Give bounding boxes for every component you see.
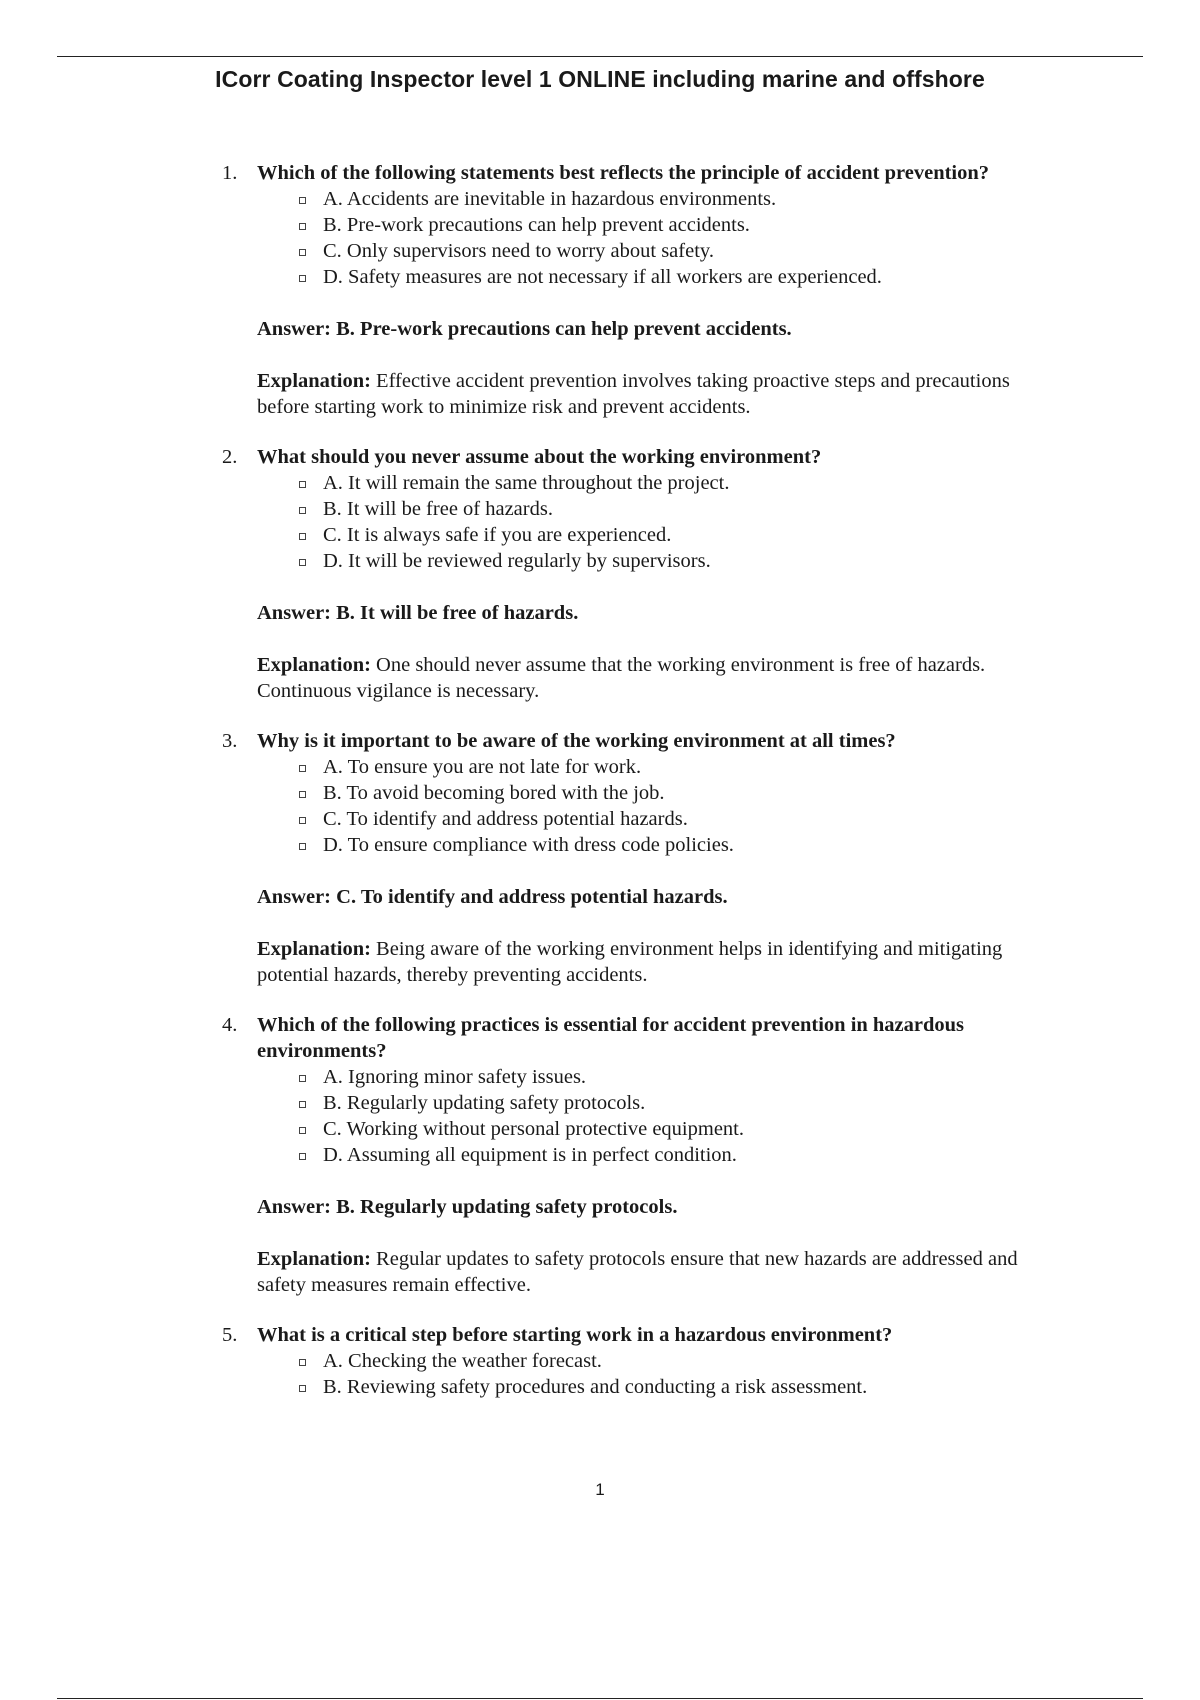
explanation-text [257, 1246, 1052, 1298]
options-list [222, 1064, 1052, 1168]
option-item [289, 1064, 1052, 1090]
option-text: C. Working without personal protective equipment. [323, 1118, 744, 1140]
square-bullet-icon [299, 765, 306, 772]
options-list [222, 1348, 1052, 1400]
option-item [289, 780, 1052, 806]
answer-text: Answer: C. To identify and address potential hazards. [257, 886, 728, 908]
question-number: 2. [222, 446, 238, 468]
option-item [289, 806, 1052, 832]
square-bullet-icon [299, 197, 306, 204]
square-bullet-icon [299, 249, 306, 256]
explanation-body: Being aware of the working environment helps in identifying and mitigating potential hazards, thereby preventing accidents. [257, 938, 1003, 986]
answer-text: Answer: B. Pre-work precautions can help prevent accidents. [257, 318, 792, 340]
square-bullet-icon [299, 481, 306, 488]
option-text: D. Safety measures are not necessary if all workers are experienced. [323, 266, 882, 288]
option-item [289, 264, 1052, 290]
answer-text: Answer: B. Regularly updating safety protocols. [257, 1196, 678, 1218]
question-item [222, 1012, 1052, 1298]
question-text [222, 1322, 1052, 1348]
option-item [289, 1374, 1052, 1400]
option-item [289, 754, 1052, 780]
top-rule [57, 56, 1143, 57]
option-item [289, 496, 1052, 522]
option-item [289, 186, 1052, 212]
option-item [289, 522, 1052, 548]
question-text [222, 1012, 1052, 1064]
option-text: D. To ensure compliance with dress code policies. [323, 834, 734, 856]
option-item [289, 1348, 1052, 1374]
square-bullet-icon [299, 559, 306, 566]
option-item [289, 1116, 1052, 1142]
answer-text: Answer: B. It will be free of hazards. [257, 602, 579, 624]
square-bullet-icon [299, 275, 306, 282]
question-number: 3. [222, 730, 238, 752]
square-bullet-icon [299, 1075, 306, 1082]
options-list [222, 470, 1052, 574]
explanation-label: Explanation: [257, 370, 371, 392]
question-number: 5. [222, 1324, 238, 1346]
option-text: C. It is always safe if you are experienced. [323, 524, 672, 546]
option-text: B. Regularly updating safety protocols. [323, 1092, 646, 1114]
option-text: A. Checking the weather forecast. [323, 1350, 602, 1372]
option-text: D. Assuming all equipment is in perfect condition. [323, 1144, 737, 1166]
square-bullet-icon [299, 507, 306, 514]
square-bullet-icon [299, 223, 306, 230]
options-list [222, 754, 1052, 858]
option-item [289, 832, 1052, 858]
explanation-body: Effective accident prevention involves taking proactive steps and precautions before starting work to minimize risk and prevent accidents. [257, 370, 1010, 418]
option-item [289, 470, 1052, 496]
options-list [222, 186, 1052, 290]
question-label: Why is it important to be aware of the working environment at all times? [257, 730, 896, 752]
square-bullet-icon [299, 1127, 306, 1134]
square-bullet-icon [299, 1153, 306, 1160]
option-text: A. Ignoring minor safety issues. [323, 1066, 587, 1088]
question-item [222, 1322, 1052, 1400]
square-bullet-icon [299, 817, 306, 824]
explanation-label: Explanation: [257, 1248, 371, 1270]
option-text: C. To identify and address potential hazards. [323, 808, 688, 830]
option-text: B. It will be free of hazards. [323, 498, 553, 520]
explanation-body: One should never assume that the working environment is free of hazards. Continuous vigilance is necessary. [257, 654, 986, 702]
question-label: What should you never assume about the working environment? [257, 446, 822, 468]
option-text: B. To avoid becoming bored with the job. [323, 782, 665, 804]
bottom-rule [57, 1698, 1143, 1699]
option-item [289, 1142, 1052, 1168]
explanation-label: Explanation: [257, 938, 371, 960]
explanation-text [257, 936, 1052, 988]
explanation-text [257, 368, 1052, 420]
square-bullet-icon [299, 1385, 306, 1392]
option-text: C. Only supervisors need to worry about safety. [323, 240, 714, 262]
explanation-label: Explanation: [257, 654, 371, 676]
question-text [222, 728, 1052, 754]
explanation-body: Regular updates to safety protocols ensure that new hazards are addressed and safety measures remain effective. [257, 1248, 1018, 1296]
option-text: A. To ensure you are not late for work. [323, 756, 642, 778]
option-text: B. Pre-work precautions can help prevent accidents. [323, 214, 750, 236]
option-text: A. It will remain the same throughout the project. [323, 472, 730, 494]
option-text: D. It will be reviewed regularly by supervisors. [323, 550, 711, 572]
question-item [222, 160, 1052, 420]
question-text [222, 444, 1052, 470]
option-item [289, 548, 1052, 574]
option-text: A. Accidents are inevitable in hazardous environments. [323, 188, 777, 210]
document-title: ICorr Coating Inspector level 1 ONLINE including marine and offshore [215, 66, 985, 92]
option-item [289, 1090, 1052, 1116]
square-bullet-icon [299, 1359, 306, 1366]
question-number: 1. [222, 162, 238, 184]
question-label: Which of the following practices is essential for accident prevention in hazardous environments? [257, 1014, 965, 1062]
question-number: 4. [222, 1014, 238, 1036]
question-label: Which of the following statements best reflects the principle of accident prevention? [257, 162, 990, 184]
questions-list [222, 160, 1052, 1424]
square-bullet-icon [299, 843, 306, 850]
option-text: B. Reviewing safety procedures and conducting a risk assessment. [323, 1376, 868, 1398]
option-item [289, 212, 1052, 238]
explanation-text [257, 652, 1052, 704]
page-number: 1 [595, 1480, 605, 1499]
option-item [289, 238, 1052, 264]
question-text [222, 160, 1052, 186]
square-bullet-icon [299, 1101, 306, 1108]
question-item [222, 728, 1052, 988]
question-label: What is a critical step before starting work in a hazardous environment? [257, 1324, 893, 1346]
square-bullet-icon [299, 791, 306, 798]
question-item [222, 444, 1052, 704]
square-bullet-icon [299, 533, 306, 540]
